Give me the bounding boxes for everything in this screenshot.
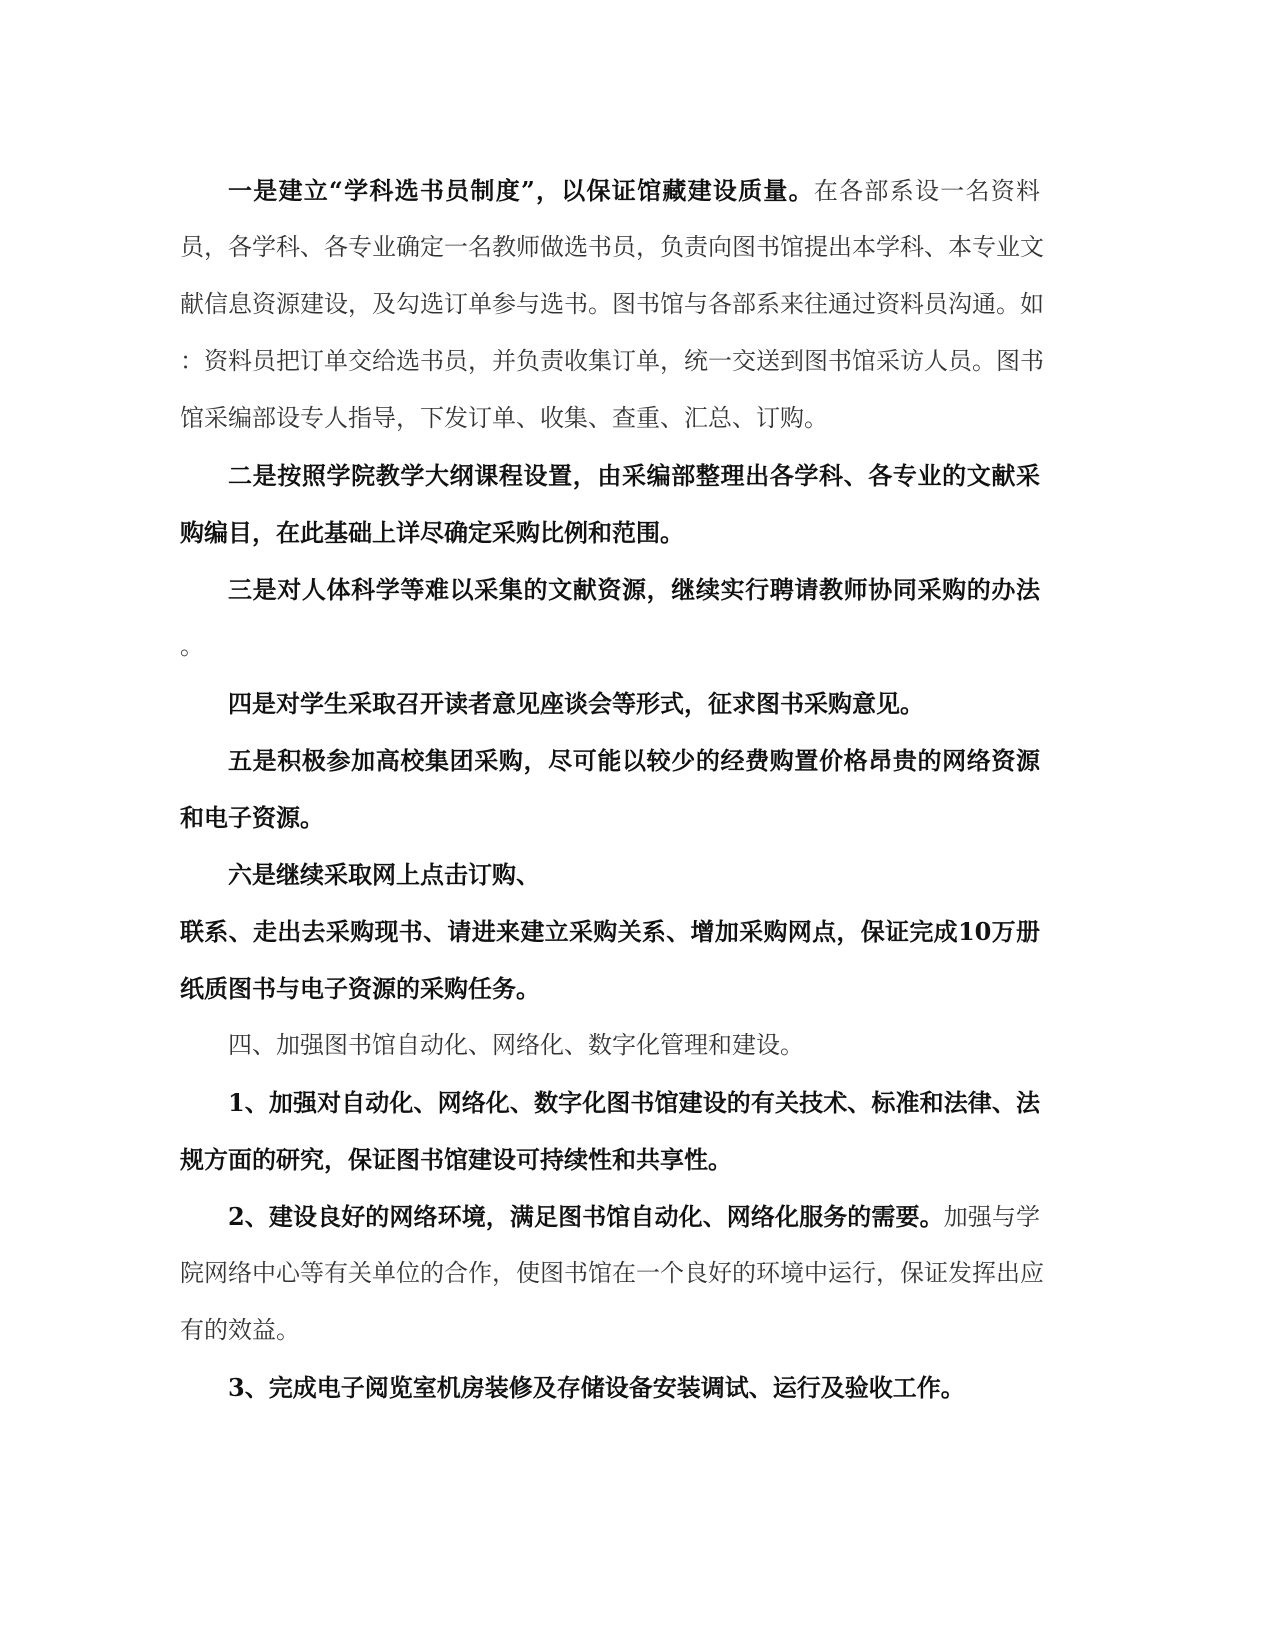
section-heading: 四、加强图书馆自动化、网络化、数字化管理和建设。: [228, 1031, 804, 1059]
item-3-line-1: 3、完成电子阅览室机房装修及存储设备安装调试、运行及验收工作。: [228, 1373, 965, 1402]
item-1-line-2: 规方面的研究，保证图书馆建设可持续性和共享性。: [180, 1145, 732, 1174]
paragraph-6-line-3: 纸质图书与电子资源的采购任务。: [180, 974, 540, 1003]
paragraph-3-line-1: 三是对人体科学等难以采集的文献资源，继续实行聘请教师协同采购的办法: [228, 575, 1040, 604]
paragraph-1-bold-lead: 一是建立“学科选书员制度”，以保证馆藏建设质量。: [228, 176, 814, 205]
paragraph-1-line-4: ：资料员把订单交给选书员，并负责收集订单，统一交送到图书馆采访人员。图书: [180, 347, 1044, 375]
paragraph-1-line-1: [180, 162, 1040, 219]
item-2-line-3: 有的效益。: [180, 1316, 300, 1344]
paragraph-5-line-2: 和电子资源。: [180, 803, 324, 832]
paragraph-4-line-1: 四是对学生采取召开读者意见座谈会等形式，征求图书采购意见。: [228, 689, 924, 718]
paragraph-1-text: 在各部系设一名资料: [813, 177, 1041, 205]
paragraph-3-line-2: 。: [180, 632, 204, 660]
paragraph-1-line-5: 馆采编部设专人指导，下发订单、收集、查重、汇总、订购。: [180, 404, 828, 432]
paragraph-5-line-1: 五是积极参加高校集团采购，尽可能以较少的经费购置价格昂贵的网络资源: [228, 746, 1040, 775]
paragraph-2-line-2: 购编目，在此基础上详尽确定采购比例和范围。: [180, 518, 684, 547]
paragraph-6-line-2: 联系、走出去采购现书、请进来建立采购关系、增加采购网点，保证完成10万册: [180, 917, 1040, 946]
item-1-line-1: 1、加强对自动化、网络化、数字化图书馆建设的有关技术、标准和法律、法: [228, 1088, 1040, 1117]
paragraph-1-line-3: 献信息资源建设，及勾选订单参与选书。图书馆与各部系来往通过资料员沟通。如: [180, 290, 1044, 318]
item-2-text: 加强与学: [943, 1203, 1041, 1231]
paragraph-1-line-2: 员，各学科、各专业确定一名教师做选书员，负责向图书馆提出本学科、本专业文: [180, 233, 1044, 261]
item-2-bold-lead: 2、建设良好的网络环境，满足图书馆自动化、网络化服务的需要。: [228, 1202, 944, 1231]
item-2-line-1: [180, 1188, 1040, 1245]
paragraph-2-line-1: 二是按照学院教学大纲课程设置，由采编部整理出各学科、各专业的文献采: [228, 461, 1040, 490]
document-page: [180, 162, 1044, 1416]
paragraph-6-line-1: 六是继续采取网上点击订购、: [228, 860, 540, 889]
item-2-line-2: 院网络中心等有关单位的合作，使图书馆在一个良好的环境中运行，保证发挥出应: [180, 1259, 1044, 1287]
